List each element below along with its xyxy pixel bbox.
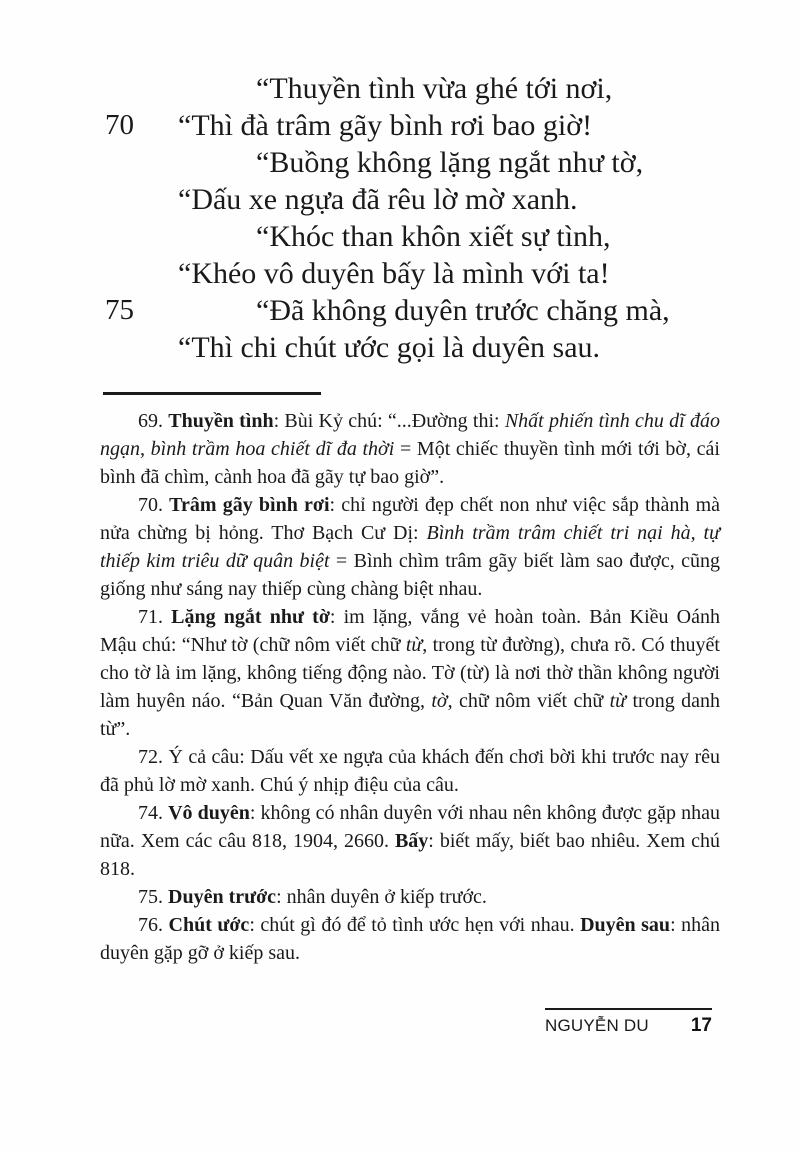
running-title-author: NGUYỄN DU — [545, 1016, 649, 1035]
poem-line — [100, 292, 740, 329]
verse-number: 75 — [105, 294, 134, 326]
poem-line — [100, 255, 740, 292]
poem-verses — [100, 0, 740, 366]
footnote-74: 74. Vô duyên: không có nhân duyên với nhau nên không được gặp nhau nữa. Xem các câu 818, 1904, 2660. Bấy: biết mấy, biết bao nhiêu. Xem chú 818. — [100, 802, 720, 880]
footnote-divider-rule — [103, 392, 321, 395]
footnotes-section — [100, 407, 720, 967]
page-number: 17 — [690, 1015, 712, 1036]
footnote-70: 70. Trâm gãy bình rơi: chỉ người đẹp chết non như việc sắp thành mà nửa chừng bị hỏng. Thơ Bạch Cư Dị: Bình trầm trâm chiết tri nại hà, tự thiếp kim triêu dữ quân biệt = Bình chìm trâm gãy biết làm sao được, cũng giống như sáng nay thiếp cùng chàng biệt nhau. — [100, 494, 721, 600]
poem-line — [100, 70, 740, 107]
verse-text: “Đã không duyên trước chăng mà, — [256, 294, 670, 327]
footnote-69: 69. Thuyền tình: Bùi Kỷ chú: “...Đường thi: Nhất phiến tình chu dĩ đáo ngạn, bình trầm hoa chiết dĩ đa thời = Một chiếc thuyền tình mới tới bờ, cái bình đã chìm, cành hoa đã gãy tự bao giờ”. — [100, 410, 720, 488]
poem-line — [100, 181, 740, 218]
poem-line — [100, 329, 740, 366]
footnote-76: 76. Chút ước: chút gì đó để tỏ tình ước hẹn với nhau. Duyên sau: nhân duyên gặp gỡ ở kiếp sau. — [100, 914, 720, 964]
footnote-72: 72. Ý cả câu: Dấu vết xe ngựa của khách đến chơi bời khi trước nay rêu đã phủ lờ mờ xanh. Chú ý nhịp điệu của câu. — [100, 746, 720, 796]
verse-text: “Khéo vô duyên bấy là mình với ta! — [178, 257, 610, 290]
footnote-71: 71. Lặng ngắt như tờ: im lặng, vắng vẻ hoàn toàn. Bản Kiều Oánh Mậu chú: “Như tờ (chữ nôm viết chữ từ, trong từ đường), chưa rõ. Có thuyết cho tờ là im lặng, không tiếng động nào. Tờ (từ) là nơi thờ thần không người làm huyên náo. “Bản Quan Văn đường, tờ, chữ nôm viết chữ từ trong danh từ”. — [100, 606, 720, 740]
verse-text: “Khóc than khôn xiết sự tình, — [256, 220, 611, 253]
footnote-75: 75. Duyên trước: nhân duyên ở kiếp trước. — [138, 886, 487, 908]
verse-text: “Thuyền tình vừa ghé tới nơi, — [256, 72, 613, 105]
page-footer — [545, 1008, 712, 1037]
poem-line — [100, 144, 740, 181]
poem-line — [100, 218, 740, 255]
verse-text: “Thì đà trâm gãy bình rơi bao giờ! — [178, 109, 593, 142]
verse-text: “Thì chi chút ước gọi là duyên sau. — [178, 331, 601, 364]
verse-text: “Dấu xe ngựa đã rêu lờ mờ xanh. — [178, 183, 578, 216]
poem-line — [100, 107, 740, 144]
verse-text: “Buồng không lặng ngắt như tờ, — [256, 146, 644, 179]
verse-number: 70 — [105, 109, 134, 141]
